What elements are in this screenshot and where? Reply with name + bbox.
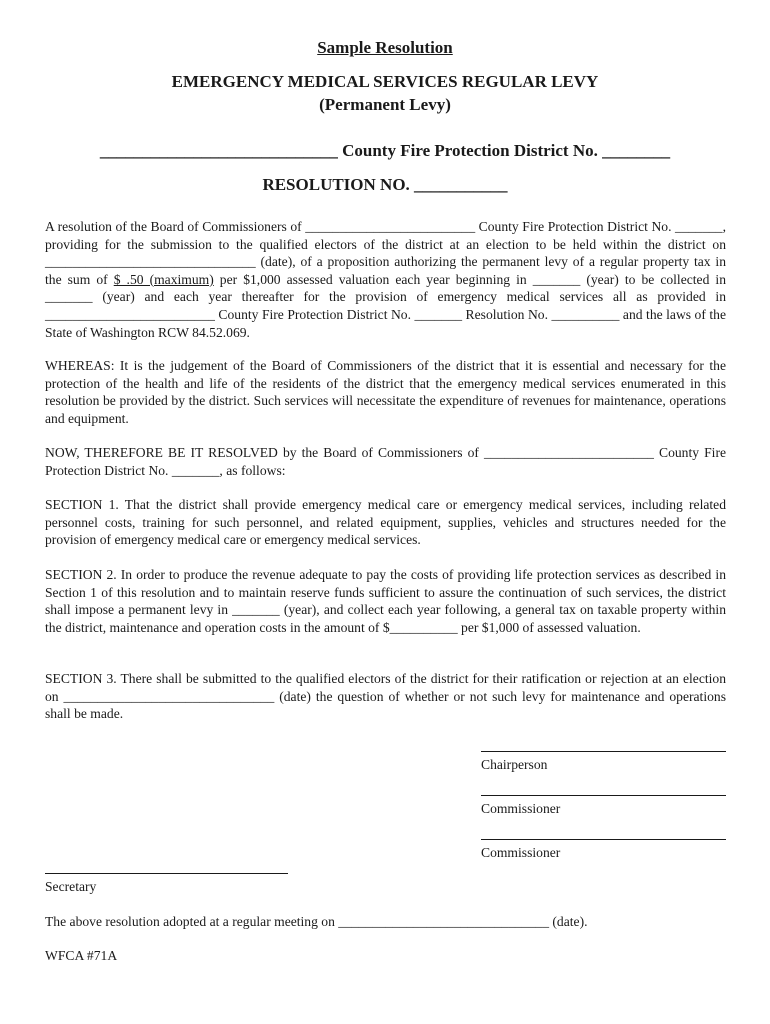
- intro-text-b: per $1,000 assessed valuation each year beginning in _______ (year) to be collected in _______ (year) and each year thereafter for the provision of emergency medical services all as provided in _________________________ County Fire Protection District No. _______ Resolution No. __________ and the laws of the State of Washington RCW 84.52.069.: [45, 271, 726, 340]
- now-therefore-paragraph: NOW, THEREFORE BE IT RESOLVED by the Board of Commissioners of _________________________ County Fire Protection District No. _______, as follows:: [45, 445, 726, 478]
- intro-paragraph: [45, 218, 726, 341]
- commissioner-2-label: Commissioner: [481, 845, 561, 860]
- district-line: ____________________________ County Fire Protection District No. ________: [99, 141, 671, 160]
- commissioner-1-signature-line: [481, 795, 726, 796]
- chairperson-label: Chairperson: [481, 757, 548, 772]
- section-1-paragraph: SECTION 1. That the district shall provide emergency medical care or emergency medical services, including related personnel costs, training for such personnel, and related equipment, supplies, vehicles and structures needed for the provision of emergency medical care or emergency medical services.: [45, 497, 726, 548]
- levy-subtitle: (Permanent Levy): [319, 95, 451, 114]
- chairperson-signature-line: [481, 751, 726, 752]
- intro-text-a: A resolution of the Board of Commissioners of _________________________ County Fire Protection District No. _______, providing for the submission to the qualified electors of the district at an election to be held within the district on _______________________________ (date), of a proposition authorizing the permanent levy of a regular property tax in the sum of: [45, 219, 726, 287]
- sample-resolution-heading: Sample Resolution: [317, 38, 453, 57]
- resolution-number: RESOLUTION NO. ___________: [262, 175, 508, 194]
- levy-amount: $ .50 (maximum): [113, 271, 214, 287]
- secretary-signature-line: [45, 873, 288, 874]
- form-id: WFCA #71A: [45, 948, 118, 963]
- whereas-paragraph: WHEREAS: It is the judgement of the Board of Commissioners of the district that it is essential and necessary for the protection of the health and life of the residents of the district that the emergency medical services enumerated in this resolution be provided by the district. Such services will necessitate the expenditure of revenues for maintenance, operations and equipment.: [45, 358, 726, 426]
- adopted-statement: The above resolution adopted at a regular meeting on _______________________________ (date).: [45, 914, 588, 929]
- commissioner-2-signature-line: [481, 839, 726, 840]
- commissioner-1-label: Commissioner: [481, 801, 561, 816]
- section-3-paragraph: SECTION 3. There shall be submitted to the qualified electors of the district for their ratification or rejection at an election on _______________________________ (date) the question of whether or not such levy for maintenance and operations shall be made.: [45, 671, 726, 722]
- section-2-paragraph: SECTION 2. In order to produce the revenue adequate to pay the costs of providing life protection services as described in Section 1 of this resolution and to maintain reserve funds sufficient to assure the continuation of such services, the district shall impose a permanent levy in _______ (year), and collect each year following, a general tax on taxable property within the district, maintenance and operation costs in the amount of $__________ per $1,000 of assessed valuation.: [45, 567, 726, 635]
- secretary-label: Secretary: [45, 879, 97, 894]
- levy-title: EMERGENCY MEDICAL SERVICES REGULAR LEVY: [171, 72, 599, 91]
